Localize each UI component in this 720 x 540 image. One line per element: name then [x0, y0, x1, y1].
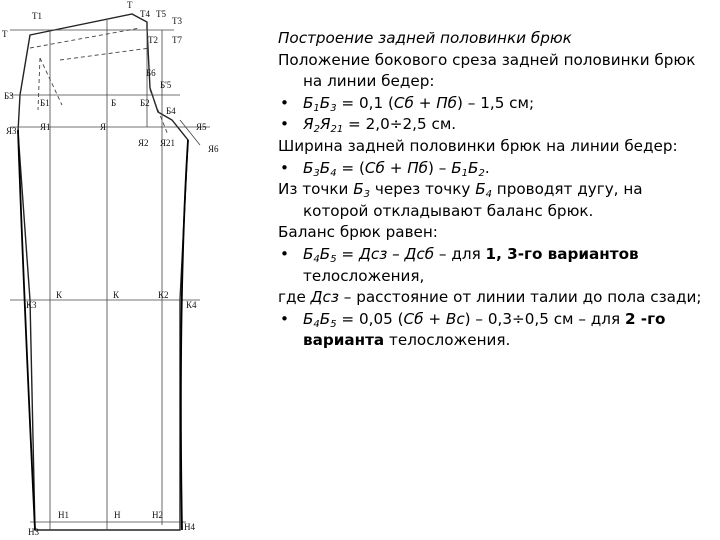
label-h4: Н4	[184, 522, 195, 532]
label-k-left: К	[56, 290, 63, 300]
label-b2: Б2	[140, 98, 150, 108]
paragraph-side-seam: Положение бокового среза задней половинки брюк на линии бедер:	[278, 50, 696, 91]
title: Построение задней половинки брюк	[278, 29, 572, 47]
label-ya6: Я6	[208, 144, 219, 154]
paragraph-dsz: где Дсз – расстояние от линии талии до пола сзади;	[278, 288, 702, 307]
bullet-balance-1-3: • $Б_4Б_5$ = Дсз – Дсб – для 1, 3-го вариантов телосложения,	[278, 244, 710, 287]
label-b5: Б'5	[160, 80, 172, 90]
bullet-balance-2: • $Б_4Б_5 = 0,05$ (Сб + Вс) – 0,3÷0,5 см – для 2 -го варианта телосложения.	[278, 309, 710, 352]
paragraph-arc: Из точки $Б_3$ через точку $Б_4$ проводят дугу, на которой откладывают баланс брюк.	[278, 180, 643, 220]
label-h: Н	[114, 510, 121, 520]
label-h2: Н2	[152, 510, 163, 520]
label-ya: Я	[100, 122, 107, 132]
label-ya2: Я2	[138, 138, 149, 148]
label-b6: Б6	[146, 68, 156, 78]
label-t1: Т1	[32, 11, 42, 21]
label-ya5: Я5	[196, 122, 207, 132]
label-k: К	[113, 290, 120, 300]
description-panel	[278, 28, 710, 352]
seam-lines	[18, 130, 188, 530]
label-b1: Б1	[40, 98, 50, 108]
bullet-ya2ya21: • $Я_2Я_{21} = 2,0\div 2,5$ см.	[278, 114, 710, 136]
label-t5: Т5	[156, 9, 166, 19]
label-b3: Б3	[4, 91, 14, 101]
label-ya1: Я1	[40, 122, 51, 132]
label-h3: Н3	[28, 527, 39, 537]
label-t4: Т4	[140, 9, 150, 19]
label-t3: Т3	[172, 16, 182, 26]
label-b: Б	[111, 98, 117, 108]
paragraph-balance: Баланс брюк равен:	[278, 223, 438, 242]
bullet-b1b3: • $Б_1Б_3 = 0,1$ (Сб + Пб) – 1,5 см;	[278, 93, 710, 115]
bullet-b3b4: • $Б_3Б_4 = (Сб + Пб) - Б_1Б_2$.	[278, 158, 710, 180]
label-k2: К2	[158, 290, 169, 300]
label-t7: Т7	[172, 35, 182, 45]
point-labels	[2, 0, 219, 537]
trouser-back-pattern-drawing	[0, 0, 270, 540]
label-ya21: Я21	[160, 138, 176, 148]
label-t: Т	[127, 0, 133, 10]
label-k3: К3	[26, 300, 37, 310]
label-t-left: Т	[2, 29, 8, 39]
label-ya3: Я3	[6, 126, 17, 136]
label-b4: Б4	[166, 106, 176, 116]
pattern-outline	[18, 14, 188, 530]
label-t2: Т2	[148, 35, 158, 45]
label-h1: Н1	[58, 510, 69, 520]
label-k4: К4	[186, 300, 197, 310]
paragraph-width: Ширина задней половинки брюк на линии бедер:	[278, 136, 678, 155]
